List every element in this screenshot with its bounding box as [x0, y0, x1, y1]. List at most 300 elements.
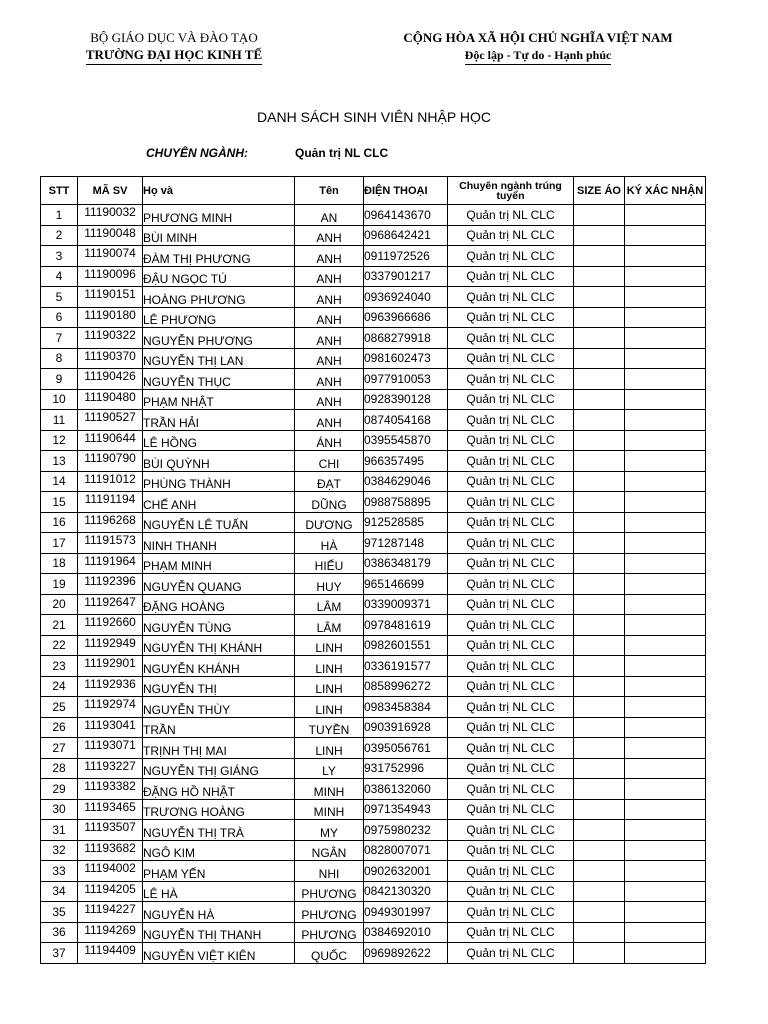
- signature-cell[interactable]: [625, 615, 706, 636]
- major-cell: Quản trị NL CLC: [448, 246, 574, 267]
- given-name-cell: ANH: [295, 369, 364, 390]
- shirt-size-cell[interactable]: [574, 287, 625, 308]
- stt-cell: 9: [41, 369, 78, 390]
- family-name-cell: NINH THANH: [143, 533, 295, 554]
- given-name-cell: ANH: [295, 328, 364, 349]
- student-id-cell: 11190426: [78, 369, 143, 390]
- student-id-cell: 11192396: [78, 574, 143, 595]
- stt-cell: 10: [41, 389, 78, 410]
- signature-cell[interactable]: [625, 738, 706, 759]
- student-id-cell: 11194227: [78, 902, 143, 923]
- signature-cell[interactable]: [625, 799, 706, 820]
- major-cell: Quản trị NL CLC: [448, 471, 574, 492]
- signature-cell[interactable]: [625, 430, 706, 451]
- student-id-cell: 11190032: [78, 205, 143, 226]
- family-name-cell: TRƯƠNG HOÀNG: [143, 799, 295, 820]
- given-name-cell: MINH: [295, 779, 364, 800]
- table-row: [41, 492, 706, 513]
- table-header-row: [41, 177, 706, 205]
- phone-cell: 0386132060: [364, 779, 448, 800]
- family-name-cell: NGUYỄN THỊ KHÁNH: [143, 635, 295, 656]
- shirt-size-cell[interactable]: [574, 471, 625, 492]
- phone-cell: 0971354943: [364, 799, 448, 820]
- table-row: [41, 246, 706, 267]
- stt-cell: 29: [41, 779, 78, 800]
- given-name-cell: NGÂN: [295, 840, 364, 861]
- shirt-size-cell[interactable]: [574, 799, 625, 820]
- major-cell: Quản trị NL CLC: [448, 369, 574, 390]
- student-id-cell: 11194409: [78, 943, 143, 964]
- phone-cell: 912528585: [364, 512, 448, 533]
- shirt-size-cell[interactable]: [574, 656, 625, 677]
- given-name-cell: AN: [295, 205, 364, 226]
- signature-cell[interactable]: [625, 594, 706, 615]
- signature-cell[interactable]: [625, 635, 706, 656]
- student-id-cell: 11193071: [78, 738, 143, 759]
- shirt-size-cell[interactable]: [574, 430, 625, 451]
- given-name-cell: PHƯƠNG: [295, 922, 364, 943]
- student-id-cell: 11192936: [78, 676, 143, 697]
- table-row: [41, 369, 706, 390]
- major-cell: Quản trị NL CLC: [448, 492, 574, 513]
- phone-cell: 0828007071: [364, 840, 448, 861]
- given-name-cell: LINH: [295, 656, 364, 677]
- major-label: CHUYÊN NGÀNH:: [146, 146, 248, 160]
- given-name-cell: CHI: [295, 451, 364, 472]
- major-cell: Quản trị NL CLC: [448, 389, 574, 410]
- phone-cell: 971287148: [364, 533, 448, 554]
- major-cell: Quản trị NL CLC: [448, 902, 574, 923]
- given-name-cell: LINH: [295, 697, 364, 718]
- student-table: [40, 176, 706, 964]
- major-cell: Quản trị NL CLC: [448, 533, 574, 554]
- family-name-cell: TRẦN HẢI: [143, 410, 295, 431]
- stt-cell: 36: [41, 922, 78, 943]
- given-name-cell: LY: [295, 758, 364, 779]
- table-row: [41, 779, 706, 800]
- col-header-student-id: MÃ SV: [78, 177, 143, 205]
- shirt-size-cell[interactable]: [574, 861, 625, 882]
- shirt-size-cell[interactable]: [574, 512, 625, 533]
- major-cell: Quản trị NL CLC: [448, 676, 574, 697]
- table-row: [41, 881, 706, 902]
- phone-cell: 965146699: [364, 574, 448, 595]
- table-row: [41, 615, 706, 636]
- stt-cell: 5: [41, 287, 78, 308]
- signature-cell[interactable]: [625, 287, 706, 308]
- shirt-size-cell[interactable]: [574, 225, 625, 246]
- major-cell: Quản trị NL CLC: [448, 799, 574, 820]
- student-id-cell: 11192974: [78, 697, 143, 718]
- stt-cell: 33: [41, 861, 78, 882]
- phone-cell: 0963966686: [364, 307, 448, 328]
- table-row: [41, 697, 706, 718]
- family-name-cell: NGUYỄN VIỆT KIÊN: [143, 943, 295, 964]
- student-id-cell: 11194002: [78, 861, 143, 882]
- major-cell: Quản trị NL CLC: [448, 615, 574, 636]
- given-name-cell: ANH: [295, 307, 364, 328]
- shirt-size-cell[interactable]: [574, 840, 625, 861]
- given-name-cell: ĐẠT: [295, 471, 364, 492]
- shirt-size-cell[interactable]: [574, 533, 625, 554]
- major-cell: Quản trị NL CLC: [448, 758, 574, 779]
- student-id-cell: 11190527: [78, 410, 143, 431]
- stt-cell: 21: [41, 615, 78, 636]
- signature-cell[interactable]: [625, 410, 706, 431]
- stt-cell: 27: [41, 738, 78, 759]
- signature-cell[interactable]: [625, 840, 706, 861]
- signature-cell[interactable]: [625, 451, 706, 472]
- signature-cell[interactable]: [625, 574, 706, 595]
- signature-cell[interactable]: [625, 533, 706, 554]
- shirt-size-cell[interactable]: [574, 881, 625, 902]
- table-row: [41, 840, 706, 861]
- table-row: [41, 389, 706, 410]
- col-header-phone: ĐIỆN THOẠI: [364, 177, 448, 205]
- phone-cell: 0928390128: [364, 389, 448, 410]
- col-header-given-name: Tên: [295, 177, 364, 205]
- phone-cell: 0975980232: [364, 820, 448, 841]
- stt-cell: 35: [41, 902, 78, 923]
- family-name-cell: NGUYỄN THỊ: [143, 676, 295, 697]
- family-name-cell: CHẾ ANH: [143, 492, 295, 513]
- shirt-size-cell[interactable]: [574, 697, 625, 718]
- student-id-cell: 11191573: [78, 533, 143, 554]
- major-cell: Quản trị NL CLC: [448, 451, 574, 472]
- shirt-size-cell[interactable]: [574, 451, 625, 472]
- shirt-size-cell[interactable]: [574, 635, 625, 656]
- phone-cell: 0911972526: [364, 246, 448, 267]
- family-name-cell: TRẦN: [143, 717, 295, 738]
- given-name-cell: ANH: [295, 246, 364, 267]
- phone-cell: 0858996272: [364, 676, 448, 697]
- given-name-cell: HÀ: [295, 533, 364, 554]
- signature-cell[interactable]: [625, 328, 706, 349]
- student-id-cell: 11193382: [78, 779, 143, 800]
- signature-cell[interactable]: [625, 553, 706, 574]
- signature-cell[interactable]: [625, 717, 706, 738]
- major-cell: Quản trị NL CLC: [448, 307, 574, 328]
- stt-cell: 14: [41, 471, 78, 492]
- table-row: [41, 328, 706, 349]
- major-cell: Quản trị NL CLC: [448, 697, 574, 718]
- major-cell: Quản trị NL CLC: [448, 881, 574, 902]
- student-id-cell: 11192647: [78, 594, 143, 615]
- major-cell: Quản trị NL CLC: [448, 430, 574, 451]
- shirt-size-cell[interactable]: [574, 307, 625, 328]
- signature-cell[interactable]: [625, 922, 706, 943]
- major-cell: Quản trị NL CLC: [448, 820, 574, 841]
- major-cell: Quản trị NL CLC: [448, 205, 574, 226]
- student-id-cell: 11192949: [78, 635, 143, 656]
- phone-cell: 0982601551: [364, 635, 448, 656]
- document-title: DANH SÁCH SINH VIÊN NHẬP HỌC: [257, 109, 491, 125]
- family-name-cell: ĐÀM THỊ PHƯƠNG: [143, 246, 295, 267]
- signature-cell[interactable]: [625, 205, 706, 226]
- family-name-cell: LÊ HỒNG: [143, 430, 295, 451]
- family-name-cell: NGUYỄN HÀ: [143, 902, 295, 923]
- shirt-size-cell[interactable]: [574, 676, 625, 697]
- stt-cell: 1: [41, 205, 78, 226]
- given-name-cell: LÂM: [295, 594, 364, 615]
- stt-cell: 12: [41, 430, 78, 451]
- shirt-size-cell[interactable]: [574, 594, 625, 615]
- major-cell: Quản trị NL CLC: [448, 410, 574, 431]
- stt-cell: 13: [41, 451, 78, 472]
- table-row: [41, 307, 706, 328]
- shirt-size-cell[interactable]: [574, 266, 625, 287]
- given-name-cell: ANH: [295, 287, 364, 308]
- major-cell: Quản trị NL CLC: [448, 922, 574, 943]
- shirt-size-cell[interactable]: [574, 615, 625, 636]
- student-id-cell: 11190370: [78, 348, 143, 369]
- stt-cell: 3: [41, 246, 78, 267]
- col-header-stt: STT: [41, 177, 78, 205]
- shirt-size-cell[interactable]: [574, 205, 625, 226]
- stt-cell: 16: [41, 512, 78, 533]
- stt-cell: 24: [41, 676, 78, 697]
- table-row: [41, 943, 706, 964]
- table-row: [41, 430, 706, 451]
- national-header: [388, 30, 688, 65]
- phone-cell: 0949301997: [364, 902, 448, 923]
- family-name-cell: NGUYỄN THỊ GIÁNG: [143, 758, 295, 779]
- table-row: [41, 738, 706, 759]
- ministry-header: [64, 30, 284, 65]
- student-id-cell: 11196268: [78, 512, 143, 533]
- stt-cell: 28: [41, 758, 78, 779]
- shirt-size-cell[interactable]: [574, 902, 625, 923]
- major-cell: Quản trị NL CLC: [448, 943, 574, 964]
- table-row: [41, 820, 706, 841]
- signature-cell[interactable]: [625, 881, 706, 902]
- student-id-cell: 11190180: [78, 307, 143, 328]
- signature-cell[interactable]: [625, 266, 706, 287]
- phone-cell: 0384629046: [364, 471, 448, 492]
- signature-cell[interactable]: [625, 820, 706, 841]
- col-header-signature: KÝ XÁC NHẬN: [625, 177, 706, 205]
- shirt-size-cell[interactable]: [574, 738, 625, 759]
- signature-cell[interactable]: [625, 758, 706, 779]
- major-cell: Quản trị NL CLC: [448, 287, 574, 308]
- family-name-cell: PHƯƠNG MINH: [143, 205, 295, 226]
- table-row: [41, 266, 706, 287]
- student-id-cell: 11190048: [78, 225, 143, 246]
- table-row: [41, 922, 706, 943]
- phone-cell: 0874054168: [364, 410, 448, 431]
- stt-cell: 4: [41, 266, 78, 287]
- stt-cell: 37: [41, 943, 78, 964]
- table-row: [41, 656, 706, 677]
- family-name-cell: LÊ PHƯƠNG: [143, 307, 295, 328]
- signature-cell[interactable]: [625, 512, 706, 533]
- given-name-cell: MINH: [295, 799, 364, 820]
- shirt-size-cell[interactable]: [574, 328, 625, 349]
- table-row: [41, 635, 706, 656]
- table-row: [41, 902, 706, 923]
- stt-cell: 6: [41, 307, 78, 328]
- phone-cell: 0968642421: [364, 225, 448, 246]
- family-name-cell: PHÙNG THÀNH: [143, 471, 295, 492]
- signature-cell[interactable]: [625, 492, 706, 513]
- family-name-cell: NGUYỄN THỊ LAN: [143, 348, 295, 369]
- phone-cell: 0981602473: [364, 348, 448, 369]
- student-id-cell: 11193465: [78, 799, 143, 820]
- family-name-cell: NGUYỄN TÙNG: [143, 615, 295, 636]
- given-name-cell: ANH: [295, 389, 364, 410]
- phone-cell: 0977910053: [364, 369, 448, 390]
- family-name-cell: NGUYỄN QUANG: [143, 574, 295, 595]
- student-id-cell: 11190644: [78, 430, 143, 451]
- phone-cell: 0842130320: [364, 881, 448, 902]
- family-name-cell: BÙI QUỲNH: [143, 451, 295, 472]
- table-row: [41, 451, 706, 472]
- family-name-cell: NGUYỄN LÊ TUẤN: [143, 512, 295, 533]
- col-header-shirt-size: SIZE ÁO: [574, 177, 625, 205]
- stt-cell: 19: [41, 574, 78, 595]
- family-name-cell: PHẠM NHẬT: [143, 389, 295, 410]
- given-name-cell: LINH: [295, 635, 364, 656]
- phone-cell: 0978481619: [364, 615, 448, 636]
- stt-cell: 7: [41, 328, 78, 349]
- signature-cell[interactable]: [625, 656, 706, 677]
- stt-cell: 15: [41, 492, 78, 513]
- table-row: [41, 225, 706, 246]
- stt-cell: 34: [41, 881, 78, 902]
- student-id-cell: 11190480: [78, 389, 143, 410]
- family-name-cell: ĐẬU NGỌC TÚ: [143, 266, 295, 287]
- signature-cell[interactable]: [625, 369, 706, 390]
- table-row: [41, 717, 706, 738]
- signature-cell[interactable]: [625, 225, 706, 246]
- country-name: CỘNG HÒA XÃ HỘI CHỦ NGHĨA VIỆT NAM: [403, 30, 673, 45]
- phone-cell: 0903916928: [364, 717, 448, 738]
- phone-cell: 0386348179: [364, 553, 448, 574]
- phone-cell: 0902632001: [364, 861, 448, 882]
- student-id-cell: 11191964: [78, 553, 143, 574]
- given-name-cell: LINH: [295, 676, 364, 697]
- shirt-size-cell[interactable]: [574, 389, 625, 410]
- phone-cell: 0395545870: [364, 430, 448, 451]
- signature-cell[interactable]: [625, 697, 706, 718]
- family-name-cell: TRỊNH THỊ MAI: [143, 738, 295, 759]
- student-id-cell: 11193507: [78, 820, 143, 841]
- signature-cell[interactable]: [625, 246, 706, 267]
- given-name-cell: ANH: [295, 266, 364, 287]
- stt-cell: 32: [41, 840, 78, 861]
- major-cell: Quản trị NL CLC: [448, 738, 574, 759]
- stt-cell: 20: [41, 594, 78, 615]
- student-id-cell: 11193041: [78, 717, 143, 738]
- given-name-cell: ANH: [295, 225, 364, 246]
- phone-cell: 0337901217: [364, 266, 448, 287]
- stt-cell: 31: [41, 820, 78, 841]
- table-body: [41, 205, 706, 964]
- family-name-cell: NGUYỄN THÙY: [143, 697, 295, 718]
- stt-cell: 17: [41, 533, 78, 554]
- family-name-cell: ĐẶNG HỒ NHẬT: [143, 779, 295, 800]
- signature-cell[interactable]: [625, 676, 706, 697]
- table-row: [41, 799, 706, 820]
- given-name-cell: QUỐC: [295, 943, 364, 964]
- student-id-cell: 11190151: [78, 287, 143, 308]
- family-name-cell: LÊ HÀ: [143, 881, 295, 902]
- given-name-cell: DŨNG: [295, 492, 364, 513]
- major-cell: Quản trị NL CLC: [448, 348, 574, 369]
- national-motto: Độc lập - Tự do - Hạnh phúc: [465, 47, 612, 65]
- major-cell: Quản trị NL CLC: [448, 717, 574, 738]
- shirt-size-cell[interactable]: [574, 779, 625, 800]
- signature-cell[interactable]: [625, 861, 706, 882]
- signature-cell[interactable]: [625, 471, 706, 492]
- shirt-size-cell[interactable]: [574, 369, 625, 390]
- phone-cell: 0384692010: [364, 922, 448, 943]
- given-name-cell: HUY: [295, 574, 364, 595]
- given-name-cell: PHƯƠNG: [295, 881, 364, 902]
- given-name-cell: ANH: [295, 410, 364, 431]
- given-name-cell: ANH: [295, 348, 364, 369]
- family-name-cell: HOÀNG PHƯƠNG: [143, 287, 295, 308]
- signature-cell[interactable]: [625, 943, 706, 964]
- shirt-size-cell[interactable]: [574, 553, 625, 574]
- shirt-size-cell[interactable]: [574, 492, 625, 513]
- shirt-size-cell[interactable]: [574, 943, 625, 964]
- table-row: [41, 574, 706, 595]
- shirt-size-cell[interactable]: [574, 717, 625, 738]
- signature-cell[interactable]: [625, 902, 706, 923]
- shirt-size-cell[interactable]: [574, 348, 625, 369]
- student-id-cell: 11190322: [78, 328, 143, 349]
- stt-cell: 26: [41, 717, 78, 738]
- student-id-cell: 11190790: [78, 451, 143, 472]
- major-cell: Quản trị NL CLC: [448, 656, 574, 677]
- major-cell: Quản trị NL CLC: [448, 328, 574, 349]
- family-name-cell: PHẠM YẾN: [143, 861, 295, 882]
- table-row: [41, 205, 706, 226]
- stt-cell: 25: [41, 697, 78, 718]
- family-name-cell: BÙI MINH: [143, 225, 295, 246]
- major-cell: Quản trị NL CLC: [448, 266, 574, 287]
- shirt-size-cell[interactable]: [574, 410, 625, 431]
- signature-cell[interactable]: [625, 389, 706, 410]
- table-row: [41, 533, 706, 554]
- student-id-cell: 11192901: [78, 656, 143, 677]
- signature-cell[interactable]: [625, 307, 706, 328]
- table-row: [41, 410, 706, 431]
- signature-cell[interactable]: [625, 348, 706, 369]
- student-id-cell: 11192660: [78, 615, 143, 636]
- given-name-cell: NHI: [295, 861, 364, 882]
- family-name-cell: NGUYỄN THỤC: [143, 369, 295, 390]
- university-name: TRƯỜNG ĐẠI HỌC KINH TẾ: [86, 47, 262, 65]
- phone-cell: 0988758895: [364, 492, 448, 513]
- student-id-cell: 11193682: [78, 840, 143, 861]
- shirt-size-cell[interactable]: [574, 246, 625, 267]
- shirt-size-cell[interactable]: [574, 574, 625, 595]
- given-name-cell: HIẾU: [295, 553, 364, 574]
- shirt-size-cell[interactable]: [574, 758, 625, 779]
- phone-cell: 0969892622: [364, 943, 448, 964]
- given-name-cell: LÂM: [295, 615, 364, 636]
- shirt-size-cell[interactable]: [574, 922, 625, 943]
- stt-cell: 30: [41, 799, 78, 820]
- table-row: [41, 348, 706, 369]
- table-row: [41, 758, 706, 779]
- table-row: [41, 861, 706, 882]
- signature-cell[interactable]: [625, 779, 706, 800]
- shirt-size-cell[interactable]: [574, 820, 625, 841]
- major-value: Quản trị NL CLC: [295, 146, 389, 160]
